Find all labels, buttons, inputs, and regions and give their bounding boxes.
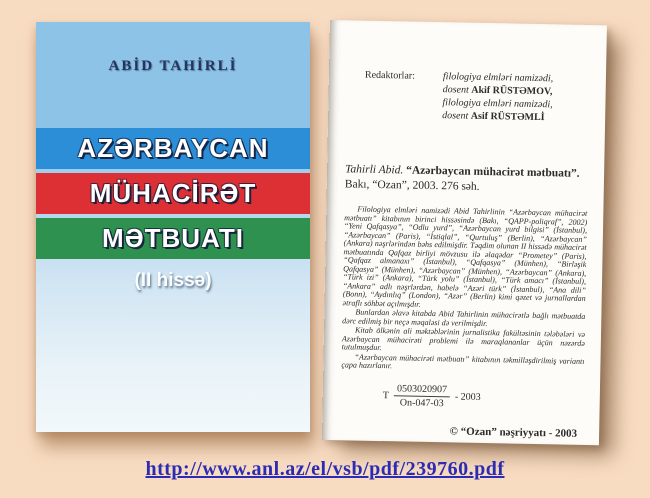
flag-stripe-green [36, 218, 310, 259]
title-page [322, 20, 607, 445]
annotation-paragraph: Filologiya elmləri namizədi Abid Tahirlinin “Azərbaycan mühacirət mətbuatı” kitabının birinci hissəsində (Bakı, “QAPP-poliqraf”, 2002) “Yeni Qafqasya”, “Odlu yurd”, “Azərbaycan yurd bilgisi” (İstanbul), “Azərbaycan” (Paris), “İstiqlal”, “Qurtuluş” (Berlin), “Azərbaycan” (Ankara) nəşrlərindən bəhs edilmişdir. Təqdim olunan II hissədə mühacirət mətbuatında Qafqaz birliyi mövzusu ilə əlaqədar “Prometey” (Paris), “Qafqaz almanaxı” (İstanbul), “Qafqasya” (Münhen), “Birləşik Qafqasya” (Münhen), “Azərbaycan” (Münhen), “Azərbaycan” (Ankara), “Türk izi” (Ankara), “Türk yolu” (İstanbul), “Türk amacı” (İstanbul), “Ankara” adlı nəşrlərdən, habelə “Azəri türk” (İstanbul), “Ana dili” (Bonn), “Aydınlıq” (London), “Azər” (Berlin) kimi qəzet və jurnallardan ətraflı söhbət açılmışdır. [342, 204, 588, 309]
editor-degree: dosent [442, 110, 471, 122]
catalog-number [383, 383, 584, 412]
citation-title: “Azərbaycan mühacirət mətbuatı”. [406, 164, 580, 180]
catalog-year: - 2003 [454, 390, 481, 403]
editor-name: Asif RÜSTƏMLİ [470, 110, 545, 124]
annotation-paragraph: “Azərbaycan mühacirəti mətbuatı” kitabının təkmilləşdirilmiş variantı çapa hazırlanır. [341, 352, 585, 371]
annotation-paragraph: Kitab ölkənin ali məktəblərinin jurnalistika fakültəsinin tələbələri və Azərbaycan mühacirəti problemi ilə maraqlananlar üçün nəzərdə tutulmuşdur. [341, 325, 586, 353]
flag-stripe-blue [36, 128, 310, 169]
pdf-link[interactable]: http://www.anl.az/el/vsb/pdf/239760.pdf [145, 458, 505, 480]
cover-title-line-1: AZƏRBAYCAN [77, 133, 269, 163]
editor-degree: dosent [442, 84, 472, 96]
catalog-fraction [394, 383, 450, 409]
editor-degree: filologiya elmləri namizədi, [442, 71, 554, 85]
cover-part-label: (II hissə) [134, 270, 212, 291]
editors-list [442, 70, 553, 124]
copyright-notice: © “Ozan” nəşriyyatı - 2003 [449, 424, 578, 440]
cover-title-line-3: MƏTBUATI [102, 223, 244, 253]
annotation-text [341, 205, 587, 374]
citation-author: Tahirli Abid. [345, 163, 407, 177]
annotation-paragraph: Bunlardan əlavə kitabda Abid Tahirlinin mühacirətlə bağlı mətbuatda dərc edilmiş bir neçə məqaləsi də verilmişdir. [342, 307, 586, 328]
catalog-denominator: On-047-03 [399, 396, 444, 409]
catalog-prefix: T [382, 389, 390, 401]
editor-degree: filologiya elmləri namizədi, [442, 97, 553, 111]
cover-title-line-2: MÜHACİRƏT [89, 178, 257, 208]
editors-label: Redaktorlar: [364, 69, 416, 82]
editors-block [346, 68, 590, 125]
citation-line-2: Bakı, “Ozan”, 2003. 276 səh. [344, 178, 480, 193]
link-bar [0, 458, 650, 481]
bibliographic-citation [345, 162, 589, 197]
catalog-numerator: 0503020907 [394, 383, 450, 397]
cover-author-name: ABİD TAHİRLİ [108, 58, 238, 74]
flag-stripe-red [36, 173, 310, 214]
flag-title-block [36, 128, 310, 259]
editor-line [442, 109, 552, 124]
editor-name: Akif RÜSTƏMOV, [471, 84, 553, 98]
book-cover [36, 22, 310, 432]
